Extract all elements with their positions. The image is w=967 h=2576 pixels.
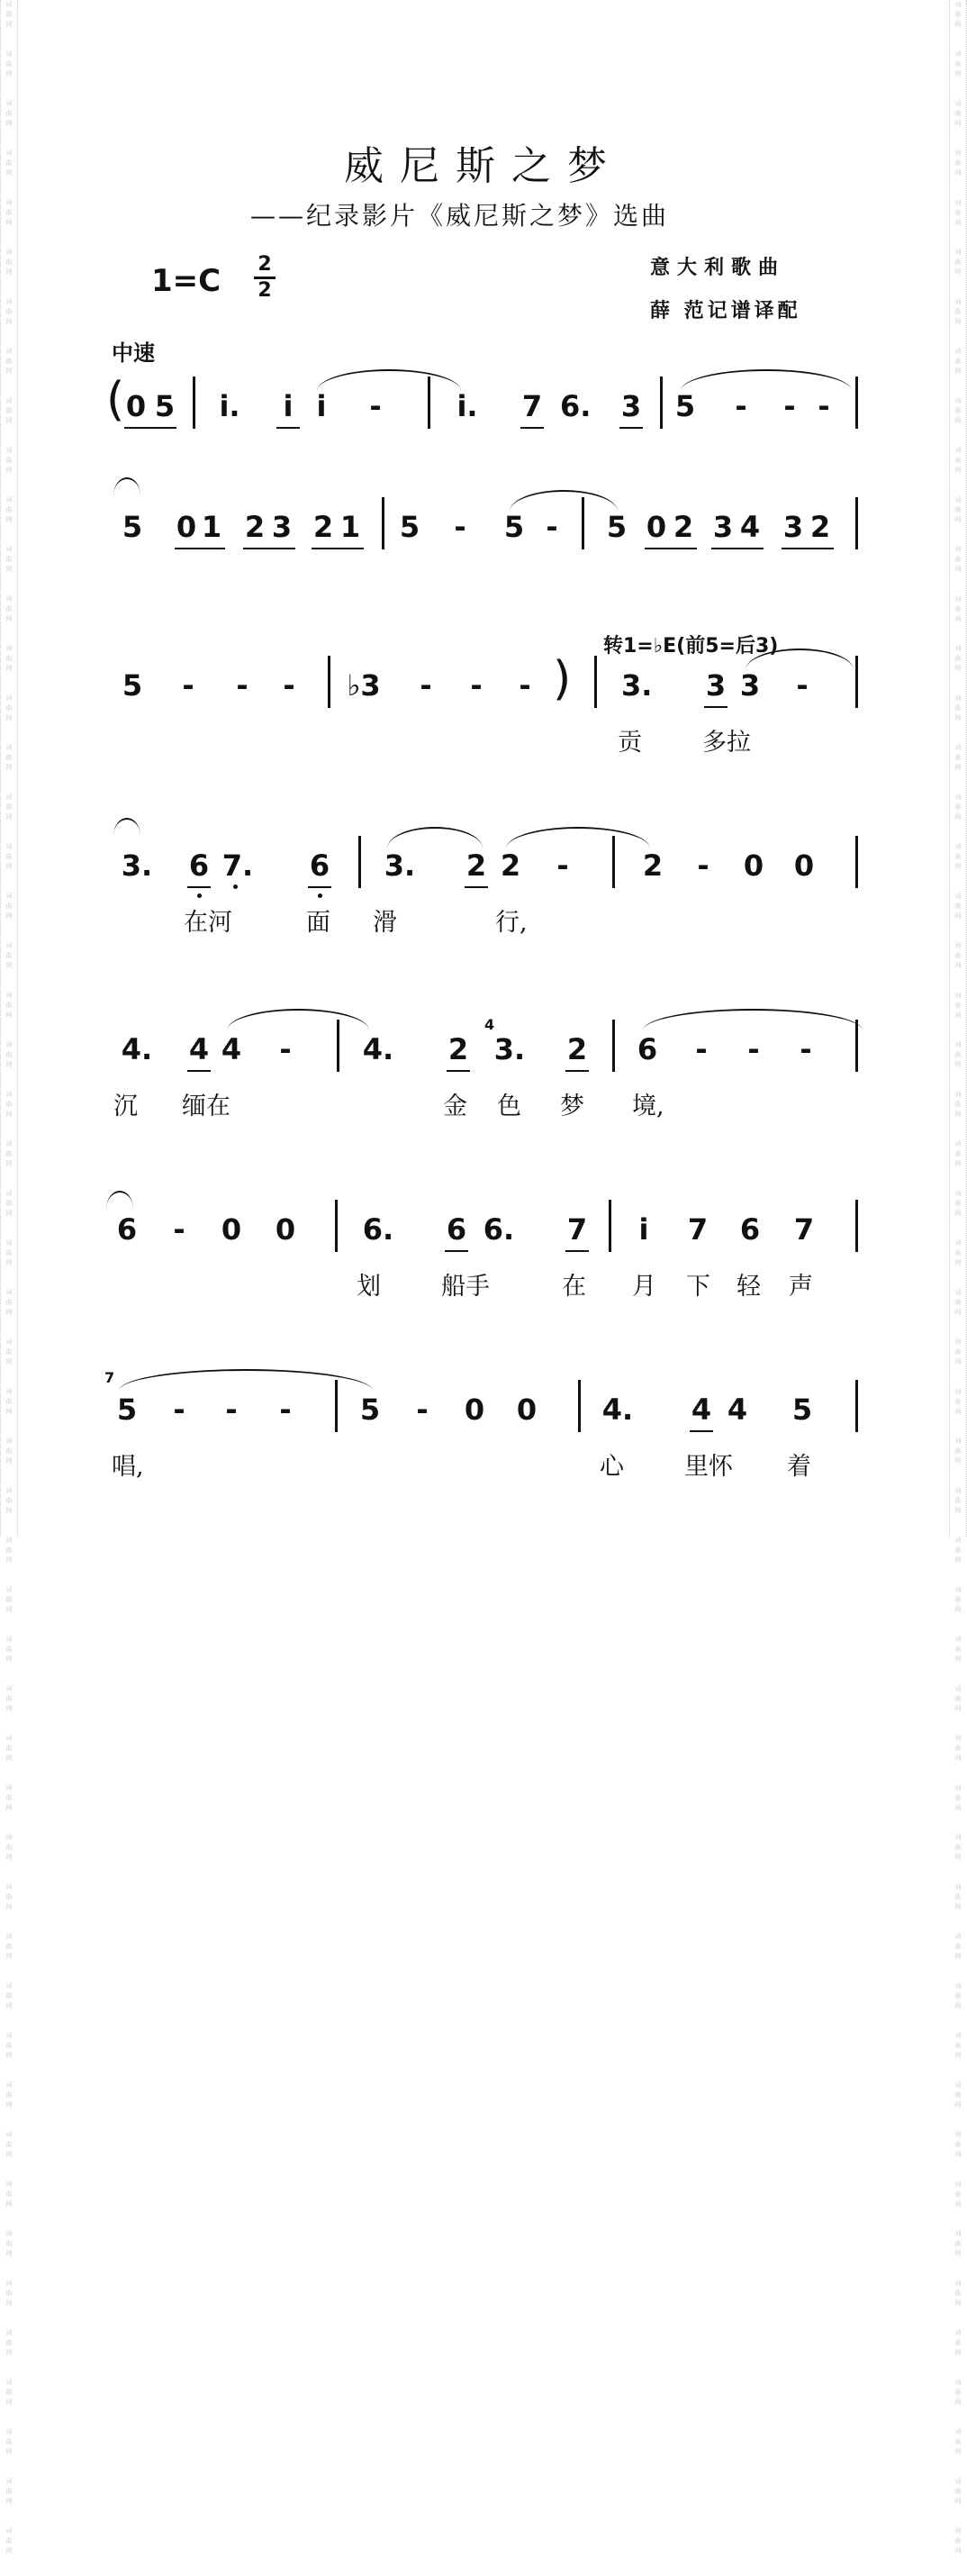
tie-continuation xyxy=(113,818,140,836)
note: 6. xyxy=(362,1212,394,1247)
underline xyxy=(565,1250,589,1252)
note: - xyxy=(735,389,747,423)
arranger-credit: 薛 范记谱译配 xyxy=(650,300,801,322)
barline xyxy=(594,656,597,708)
note: - xyxy=(695,1032,708,1066)
time-signature xyxy=(254,254,276,302)
note: - xyxy=(279,1392,292,1427)
barline xyxy=(612,836,615,888)
staff-row-4 xyxy=(0,848,967,966)
slur xyxy=(643,1009,863,1030)
lyric: 境, xyxy=(632,1093,664,1120)
lyric: 船手 xyxy=(441,1273,490,1301)
note: 0 xyxy=(125,389,147,423)
note: 6 xyxy=(637,1032,658,1066)
note: 7 xyxy=(687,1212,709,1247)
barline xyxy=(358,836,361,888)
note: i. xyxy=(219,389,240,423)
note: - xyxy=(697,848,709,883)
note: 3 xyxy=(712,510,734,544)
note: 2 xyxy=(244,510,266,544)
note: 3. xyxy=(621,668,653,703)
key-signature: 1=C xyxy=(151,263,221,299)
lyric: 在 xyxy=(562,1273,586,1301)
note: - xyxy=(173,1212,185,1247)
lyric: 行, xyxy=(495,909,528,937)
underline xyxy=(619,427,643,429)
note: 6 xyxy=(309,848,330,883)
barline xyxy=(337,1020,339,1072)
lyric: 梦 xyxy=(560,1093,584,1120)
lyric: 着 xyxy=(787,1453,811,1481)
barline xyxy=(582,497,584,549)
barline xyxy=(855,1020,858,1072)
note: 0 xyxy=(646,510,667,544)
note: 0 xyxy=(516,1392,538,1427)
note: 5 xyxy=(503,510,525,544)
note: 6 xyxy=(188,848,210,883)
lyric: 划 xyxy=(357,1273,381,1301)
note: 7 xyxy=(566,1212,588,1247)
note: - xyxy=(783,389,796,423)
note: 5 xyxy=(154,389,176,423)
note: 0 xyxy=(793,848,815,883)
note: - xyxy=(747,1032,760,1066)
note: 3. xyxy=(384,848,416,883)
note: 1 xyxy=(339,510,361,544)
note: - xyxy=(173,1392,185,1427)
note: 3 xyxy=(782,510,804,544)
note: 4 xyxy=(188,1032,210,1066)
barline xyxy=(328,656,330,708)
note: i xyxy=(638,1212,649,1247)
underline xyxy=(711,548,764,549)
barline xyxy=(660,376,663,429)
staff-row-3 xyxy=(0,652,967,785)
note: 7 xyxy=(521,389,543,423)
staff-row-7 xyxy=(0,1369,967,1510)
lyric: 心 xyxy=(600,1453,624,1481)
note: i xyxy=(316,389,327,423)
low-octave-dot xyxy=(197,893,202,898)
underline xyxy=(565,1070,589,1072)
lyric: 在河 xyxy=(184,909,232,937)
note: - xyxy=(800,1032,812,1066)
lyric: 下 xyxy=(686,1273,710,1301)
note: 2 xyxy=(809,510,831,544)
close-paren: ) xyxy=(553,652,572,706)
note: 5 xyxy=(399,510,420,544)
note: 2 xyxy=(465,848,487,883)
note: 0 xyxy=(743,848,764,883)
note: i. xyxy=(456,389,478,423)
note: 0 xyxy=(221,1212,242,1247)
tempo-marking: 中速 xyxy=(112,340,155,366)
song-title: 威尼斯之梦 xyxy=(344,143,623,189)
note: 0 xyxy=(176,510,197,544)
barline xyxy=(855,656,858,708)
modulation-marking: 转1=♭E(前5=后3) xyxy=(603,635,779,658)
note: 0 xyxy=(275,1212,296,1247)
note: 5 xyxy=(116,1392,138,1427)
tie-continuation xyxy=(106,1191,133,1209)
note: 5 xyxy=(606,510,628,544)
note: - xyxy=(519,668,531,703)
note: 6 xyxy=(739,1212,761,1247)
lyric: 面 xyxy=(306,909,330,937)
note: - xyxy=(556,848,569,883)
lyric: 色 xyxy=(497,1093,521,1120)
grace-note: 7 xyxy=(104,1369,115,1386)
lyric: 声 xyxy=(789,1273,813,1301)
note: 6 xyxy=(446,1212,467,1247)
open-paren: ( xyxy=(106,373,125,427)
slur xyxy=(387,827,483,848)
underline xyxy=(445,1250,468,1252)
slur xyxy=(227,1009,369,1030)
note: 3 xyxy=(705,668,727,703)
note: - xyxy=(796,668,809,703)
note: - xyxy=(236,668,249,703)
barline xyxy=(855,1200,858,1252)
low-octave-dot xyxy=(318,893,322,898)
lyric: 金 xyxy=(443,1093,467,1120)
underline xyxy=(690,1430,713,1432)
barline xyxy=(335,1200,338,1252)
barline xyxy=(855,376,858,429)
right-margin-watermark: 词 曲 网 词 曲 网 词 曲 网 词 曲 网 词 曲 网 词 曲 网 词 曲 网 词 曲 网 词 曲 网 词 曲 网 词 曲 网 词 曲 网 词 曲 网 词 曲 网 词 曲 网 词 曲 网 词 曲 网 词 曲 网 词 曲 网 词 曲 网 词 曲 网 词 曲 网 词 曲 网 词 曲 网 词 曲 网 词 曲 网 词 曲 网 词 曲 网 词 曲 网 词 曲 网 词 曲 网 词 曲 网 词 曲 网 词 曲 网 词 曲 网 词 曲 网 词 曲 网 词 曲 网 词 曲 网 词 曲 网 词 曲 网 词 曲 网 词 曲 网 词 曲 网 词 曲 网 词 曲 网 词 曲 网 词 曲 网 词 曲 网 词 曲 网 词 曲 网 词 曲 网 xyxy=(949,0,967,1537)
underline xyxy=(243,548,295,549)
note: - xyxy=(420,668,432,703)
grace-note: 4 xyxy=(484,1016,495,1033)
barline xyxy=(609,1200,611,1252)
note: 6. xyxy=(560,389,592,423)
note: 5 xyxy=(122,668,143,703)
underline xyxy=(520,427,544,429)
lyric: 多拉 xyxy=(702,729,751,757)
lyric: 里怀 xyxy=(684,1453,733,1481)
staff-row-6 xyxy=(0,1212,967,1329)
barline xyxy=(855,497,858,549)
underline xyxy=(645,548,697,549)
note: 2 xyxy=(312,510,334,544)
note: - xyxy=(279,1032,292,1066)
note: 6 xyxy=(116,1212,138,1247)
underline xyxy=(704,706,728,708)
underline xyxy=(124,427,176,429)
lyric: 滑 xyxy=(373,909,397,937)
note: - xyxy=(225,1392,238,1427)
low-octave-dot xyxy=(233,884,238,889)
note: 2 xyxy=(566,1032,588,1066)
note: 3 xyxy=(271,510,293,544)
note: - xyxy=(454,510,466,544)
barline xyxy=(855,1380,858,1432)
note: 4. xyxy=(362,1032,394,1066)
note: 4. xyxy=(121,1032,153,1066)
note: 2 xyxy=(500,848,521,883)
underline xyxy=(187,1070,211,1072)
underline xyxy=(447,1070,470,1072)
note: - xyxy=(416,1392,429,1427)
time-top: 2 xyxy=(258,253,272,276)
note: 5 xyxy=(674,389,696,423)
barline xyxy=(382,497,384,549)
note: 1 xyxy=(201,510,222,544)
underline xyxy=(276,427,300,429)
barline xyxy=(578,1380,581,1432)
note: 4 xyxy=(691,1392,712,1427)
note: - xyxy=(369,389,382,423)
note: 3 xyxy=(739,668,761,703)
barline xyxy=(193,376,195,429)
song-subtitle: ——纪录影片《威尼斯之梦》选曲 xyxy=(250,201,670,231)
lyric: 轻 xyxy=(737,1273,761,1301)
note: i xyxy=(283,389,294,423)
staff-row-1 xyxy=(0,373,967,506)
note: - xyxy=(283,668,295,703)
note: - xyxy=(818,389,830,423)
note: 4 xyxy=(221,1032,242,1066)
slur xyxy=(317,369,461,391)
lyric: 贡 xyxy=(618,729,642,757)
note: 3. xyxy=(121,848,153,883)
note: 3. xyxy=(493,1032,526,1066)
underline xyxy=(175,548,225,549)
note: 5 xyxy=(791,1392,813,1427)
lyric: 唱, xyxy=(112,1453,144,1481)
note: 4. xyxy=(601,1392,634,1427)
time-bottom: 2 xyxy=(258,279,272,302)
note: 7. xyxy=(221,848,254,883)
note: 2 xyxy=(447,1032,469,1066)
underline xyxy=(782,548,834,549)
note: 4 xyxy=(739,510,761,544)
note: 3 xyxy=(620,389,642,423)
note: 5 xyxy=(359,1392,381,1427)
note: 2 xyxy=(673,510,694,544)
underline xyxy=(187,886,211,888)
note: 7 xyxy=(793,1212,815,1247)
left-margin-watermark: 词 曲 网 词 曲 网 词 曲 网 词 曲 网 词 曲 网 词 曲 网 词 曲 网 词 曲 网 词 曲 网 词 曲 网 词 曲 网 词 曲 网 词 曲 网 词 曲 网 词 曲 网 词 曲 网 词 曲 网 词 曲 网 词 曲 网 词 曲 网 词 曲 网 词 曲 网 词 曲 网 词 曲 网 词 曲 网 词 曲 网 词 曲 网 词 曲 网 词 曲 网 词 曲 网 词 曲 网 词 曲 网 词 曲 网 词 曲 网 词 曲 网 词 曲 网 词 曲 网 词 曲 网 词 曲 网 词 曲 网 词 曲 网 词 曲 网 词 曲 网 词 曲 网 词 曲 网 词 曲 网 词 曲 网 词 曲 网 词 曲 网 词 曲 网 词 曲 网 词 曲 网 xyxy=(0,0,18,1537)
note: - xyxy=(182,668,194,703)
underline xyxy=(465,886,488,888)
note: - xyxy=(546,510,558,544)
barline xyxy=(335,1380,338,1432)
lyric: 沉 xyxy=(113,1093,138,1120)
lyric: 缅在 xyxy=(182,1093,230,1120)
note: 5 xyxy=(122,510,143,544)
note: ♭3 xyxy=(347,668,381,703)
note: 0 xyxy=(464,1392,485,1427)
barline xyxy=(855,836,858,888)
underline xyxy=(312,548,364,549)
barline xyxy=(612,1020,615,1072)
note: 6. xyxy=(483,1212,515,1247)
note: 2 xyxy=(642,848,664,883)
underline xyxy=(308,886,331,888)
note: 4 xyxy=(727,1392,748,1427)
lyric: 月 xyxy=(632,1273,656,1301)
staff-row-5 xyxy=(0,1016,967,1149)
barline xyxy=(428,376,430,429)
note: - xyxy=(470,668,483,703)
slur xyxy=(681,369,852,391)
staff-row-2 xyxy=(0,510,967,627)
composer-credit: 意大利歌曲 xyxy=(650,257,786,279)
slur xyxy=(506,827,650,848)
